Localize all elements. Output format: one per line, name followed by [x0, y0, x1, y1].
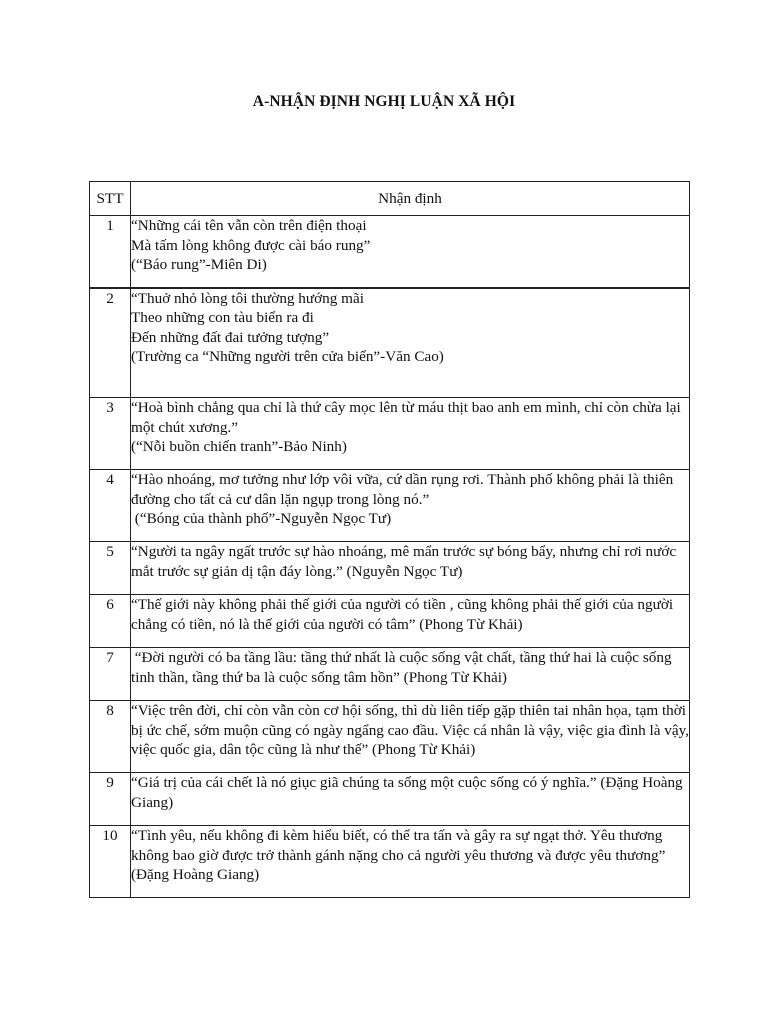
row-number: 5 — [90, 542, 131, 595]
quote-line: (“Bóng của thành phố”-Nguyễn Ngọc Tư) — [131, 510, 392, 527]
table-row — [90, 826, 690, 898]
quote-line: “Hoà bình chẳng qua chỉ là thứ cây mọc lên từ máu thịt bao anh em mình, chỉ còn chừa lại một chút xương.” — [131, 399, 685, 436]
quote-line: Mà tấm lòng không được cài báo rung” — [131, 236, 371, 254]
row-number: 6 — [90, 595, 131, 648]
quote-line: “Hào nhoáng, mơ tưởng như lớp vôi vữa, cứ dần rụng rơi. Thành phố không phải là thiên đường cho tất cả cư dân lặn ngụp trong lòng nó.” — [131, 471, 678, 508]
quote-line: “Việc trên đời, chỉ còn vẫn còn cơ hội sống, thì dù liên tiếp gặp thiên tai nhân họa, tạm thời bị ức chế, sớm muộn cũng có ngày ngẩng cao đầu. Việc cá nhân là vậy, việc gia đình là vậy, việc quốc gia, dân tộc cũng là như thế” (Phong Từ Khải) — [131, 702, 693, 758]
quote-line: “Đời người có ba tầng lầu: tầng thứ nhất là cuộc sống vật chất, tầng thứ hai là cuộc sống tinh thần, tầng thứ ba là cuộc sống tâm hồn” (Phong Từ Khải) — [131, 649, 676, 686]
quote-line: “Thuở nhỏ lòng tôi thường hướng mãi — [131, 289, 364, 307]
quote-cell — [131, 826, 690, 898]
row-number: 10 — [90, 826, 131, 898]
table-row — [90, 595, 690, 648]
quote-cell — [131, 648, 690, 701]
row-number: 8 — [90, 701, 131, 773]
quote-line: (“Nỗi buồn chiến tranh”-Bảo Ninh) — [131, 438, 347, 455]
quote-cell — [131, 398, 690, 470]
quote-line: Theo những con tàu biển ra đi — [131, 309, 314, 326]
row-number: 4 — [90, 470, 131, 542]
table-row — [90, 288, 690, 398]
row-number: 9 — [90, 773, 131, 826]
quote-cell — [131, 470, 690, 542]
quote-cell — [131, 595, 690, 648]
table-row — [90, 216, 690, 288]
page-title: A-NHẬN ĐỊNH NGHỊ LUẬN XÃ HỘI — [252, 93, 516, 110]
row-number: 2 — [90, 288, 131, 398]
table-body — [90, 216, 693, 898]
row-number: 3 — [90, 398, 131, 470]
row-number: 1 — [90, 216, 131, 288]
quote-line: (“Báo rung”-Miên Di) — [131, 256, 267, 273]
quote-line: “Giá trị của cái chết là nó giục giã chúng ta sống một cuộc sống có ý nghĩa.” (Đặng Hoàng Giang) — [131, 774, 687, 811]
header-statement: Nhận định — [131, 182, 690, 216]
table-row — [90, 470, 690, 542]
quotes-table — [89, 181, 693, 898]
quote-cell — [131, 542, 690, 595]
table-row — [90, 773, 690, 826]
quote-line: (Trường ca “Những người trên cửa biển”-Văn Cao) — [131, 348, 444, 365]
quote-line: “Những cái tên vẫn còn trên điện thoại — [131, 217, 367, 234]
table-row — [90, 701, 690, 773]
row-number: 7 — [90, 648, 131, 701]
quote-cell — [131, 773, 690, 826]
quote-line: “Thế giới này không phải thế giới của người có tiền , cũng không phải thế giới của người chẳng có tiền, nó là thế giới của người có tâm” (Phong Từ Khải) — [131, 596, 677, 633]
quote-cell — [131, 288, 690, 398]
header-stt: STT — [90, 182, 131, 216]
quote-line: Đến những đất đai tưởng tượng” — [131, 328, 330, 346]
table-row — [90, 542, 690, 595]
table-row — [90, 398, 690, 470]
quote-line: “Tình yêu, nếu không đi kèm hiểu biết, có thể tra tấn và gây ra sự ngạt thở. Yêu thương không bao giờ được trở thành gánh nặng cho cả người yêu thương và được yêu thương” (Đặng Hoàng Giang) — [131, 827, 670, 883]
quote-cell — [131, 701, 693, 773]
table-header-row — [90, 182, 690, 216]
quote-cell — [131, 216, 690, 288]
quote-line: “Người ta ngây ngất trước sự hào nhoáng, mê mẩn trước sự bóng bẩy, nhưng chỉ rơi nước mắt trước sự giản dị tận đáy lòng.” (Nguyễn Ngọc Tư) — [131, 543, 680, 580]
table-row — [90, 648, 690, 701]
